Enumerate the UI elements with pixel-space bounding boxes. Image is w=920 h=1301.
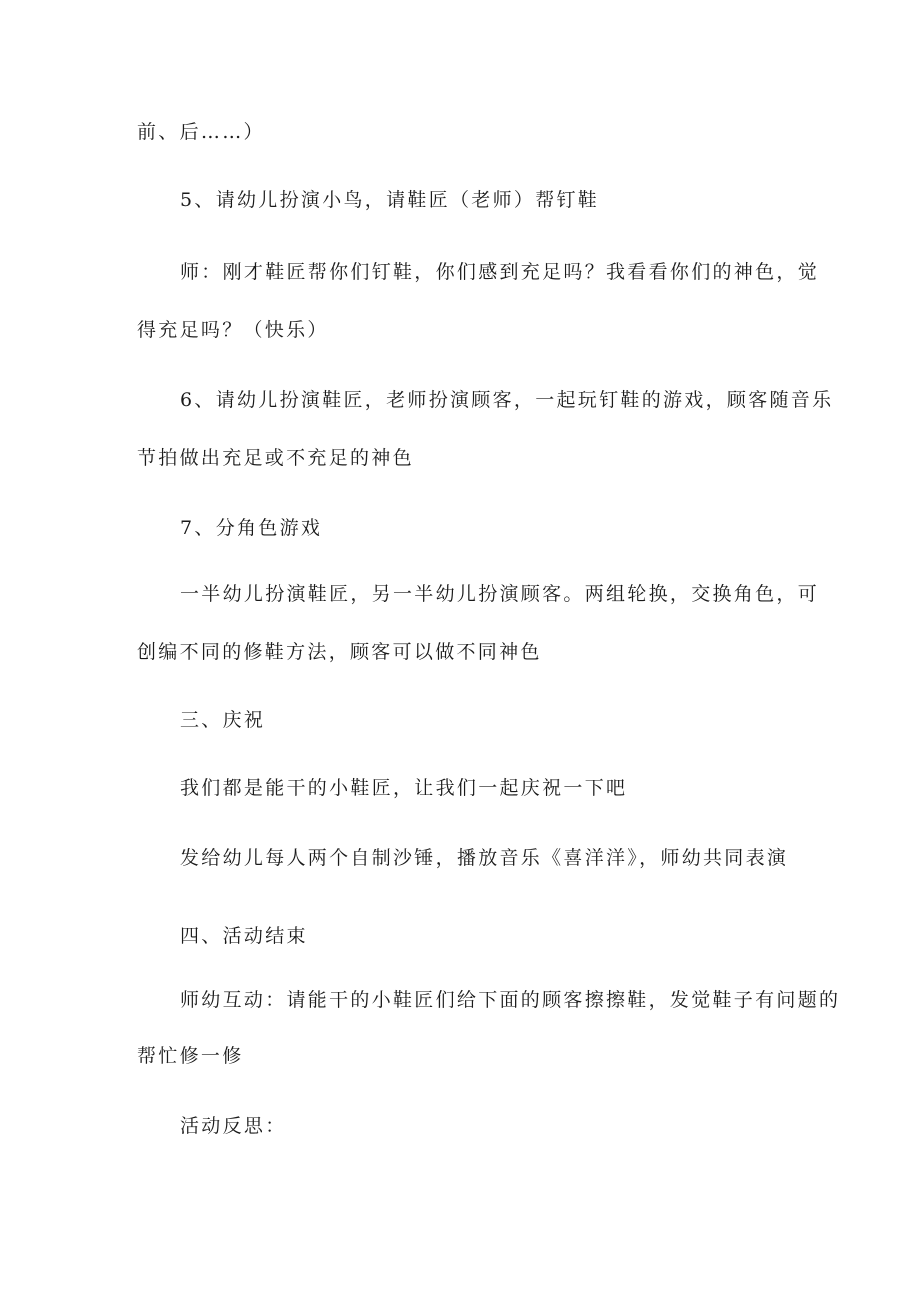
- section-3-heading: 三、庆祝: [180, 709, 266, 731]
- section-4-heading: 四、活动结束: [180, 925, 308, 947]
- teacher-dialogue-line-1: 师：刚才鞋匠帮你们钉鞋，你们感到充足吗？我看看你们的神色，觉: [180, 261, 820, 283]
- teacher-dialogue-line-2: 得充足吗？（快乐）: [137, 319, 329, 341]
- step-6-line-2: 节拍做出充足或不充足的神色: [137, 447, 414, 469]
- interaction-line-2: 帮忙修一修: [137, 1045, 244, 1067]
- step-6-line-1: 6、请幼儿扮演鞋匠，老师扮演顾客，一起玩钉鞋的游戏，顾客随音乐: [180, 389, 834, 411]
- step-7-heading: 7、分角色游戏: [180, 517, 323, 539]
- step-5-heading: 5、请幼儿扮演小鸟，请鞋匠（老师）帮钉鞋: [180, 189, 600, 211]
- maracas-line: 发给幼儿每人两个自制沙锤，播放音乐《喜洋洋》，师幼共同表演: [180, 847, 789, 869]
- interaction-line-1: 师幼互动：请能干的小鞋匠们给下面的顾客擦擦鞋，发觉鞋子有问题的: [180, 989, 841, 1011]
- role-play-line-1: 一半幼儿扮演鞋匠，另一半幼儿扮演顾客。两组轮换，交换角色，可: [180, 583, 820, 605]
- celebration-line: 我们都是能干的小鞋匠，让我们一起庆祝一下吧: [180, 777, 628, 799]
- text-line-fragment: 前、后……）: [137, 121, 265, 143]
- role-play-line-2: 创编不同的修鞋方法，顾客可以做不同神色: [137, 641, 542, 663]
- reflection-heading: 活动反思：: [180, 1115, 287, 1137]
